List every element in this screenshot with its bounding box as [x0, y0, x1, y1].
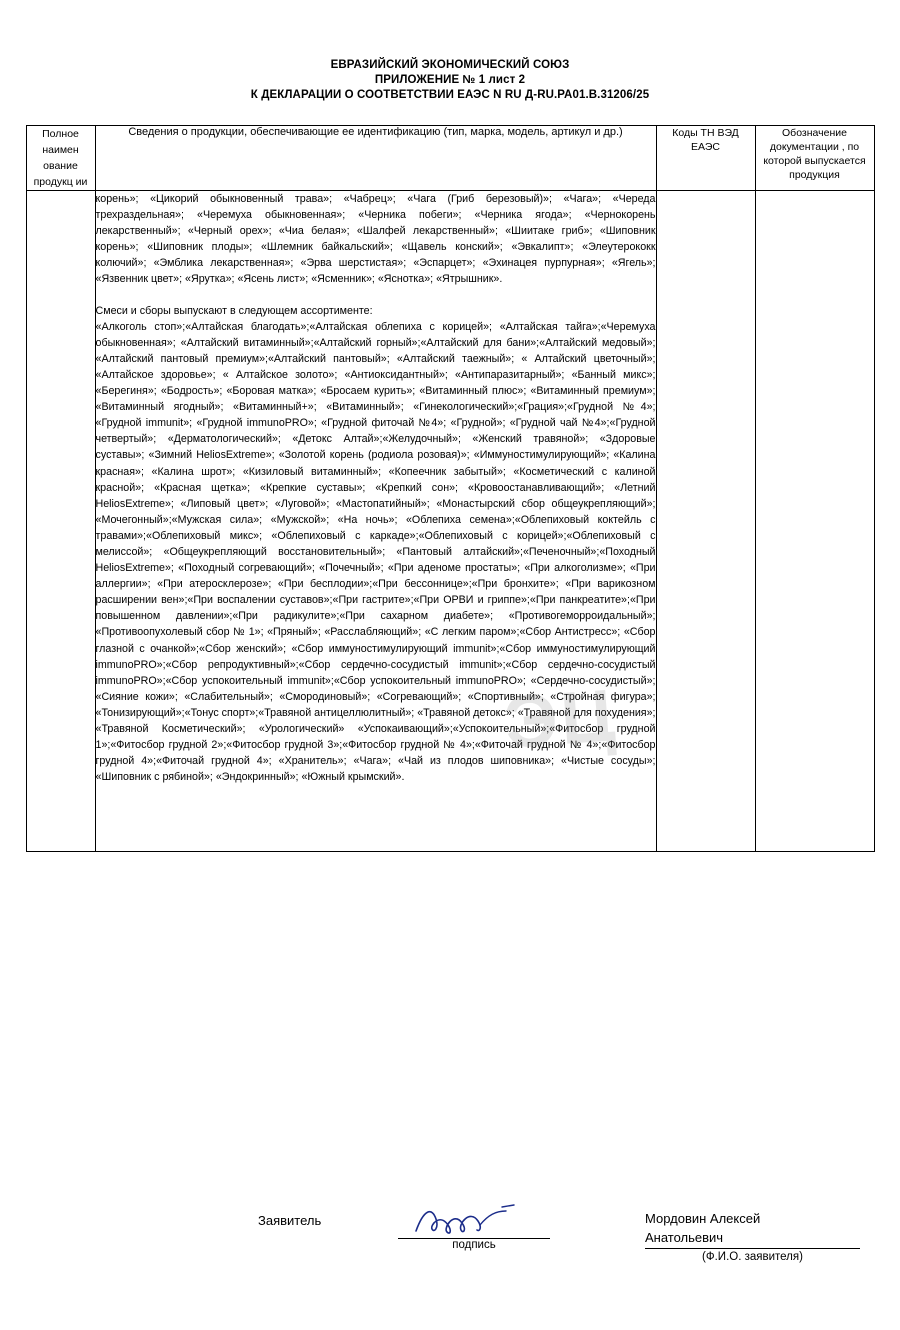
- info-paragraph-herbs: корень»; «Цикорий обыкновенный трава»; «Чабрец»; «Чага (Гриб березовый)»; «Чага»; «Череда трехраздельная»; «Черемуха обыкновенная»; «Черника побеги»; «Черника ягода»; «Чернокорень лекарственный»; «Черный орех»; «Чиа белая»; «Шалфей лекарственный»; «Шиитаке гриб»; «Шиповник корень»; «Шиповник плоды»; «Шлемник байкальский»; «Щавель конский»; «Эвкалипт»; «Элеутерококк колючий»; «Эмблика лекарственная»; «Эрва шерстистая»; «Эспарцет»; «Эхинацея пурпурная»; «Ягель»; «Язвенник цвет»; «Ярутка»; «Ясень лист»; «Ясменник»; «Яснотка»; «Ятрышник».: [95, 193, 656, 286]
- column-header-product-info: Сведения о продукции, обеспечивающие ее идентификацию (тип, марка, модель, артикул и др.): [95, 126, 656, 191]
- table-header-row: [26, 126, 874, 191]
- column-header-tn-ved: Коды ТН ВЭД ЕАЭС: [656, 126, 755, 191]
- applicant-label: Заявитель: [258, 1213, 322, 1228]
- product-table: [26, 125, 875, 852]
- column-header-documentation: Обозначение документации , по которой выпускается продукция: [755, 126, 874, 191]
- applicant-name-caption: (Ф.И.О. заявителя): [702, 1251, 803, 1263]
- header-line-union: ЕВРАЗИЙСКИЙ ЭКОНОМИЧЕСКИЙ СОЮЗ: [330, 59, 570, 71]
- applicant-name-first: Мордовин Алексей: [645, 1211, 761, 1226]
- cell-product-info: [95, 191, 656, 852]
- table-row: [26, 191, 874, 852]
- cell-product-name: [26, 191, 95, 852]
- applicant-name-rule: [645, 1248, 860, 1249]
- header-line-declaration: К ДЕКЛАРАЦИИ О СООТВЕТСТВИИ ЕАЭС N RU Д-RU.РА01.В.31206/25: [250, 89, 650, 101]
- handwritten-signature-icon: [410, 1199, 530, 1239]
- column-header-product-name: Полное наимен ование продукц ии: [26, 126, 95, 191]
- info-paragraph-mixes-list: «Алкоголь стоп»;«Алтайская благодать»;«Алтайская облепиха с корицей»; «Алтайская тайга»;«Черемуха обыкновенная»; «Алтайский витаминный»;«Алтайский горный»;«Алтайский для бани»;«Алтайский медовый»; «Алтайский пантовый премиум»;«Алтайский пантовый»; «Алтайский таежный»; « Алтайский цветочный»; «Алтайское здоровье»; « Алтайское золото»; «Антиоксидантный»; «Антипаразитарный»; «Банный микс»; «Берегиня»; «Бодрость»; «Боровая матка»; «Бросаем курить»; «Витаминный плюс»; «Витаминный премиум»; «Витаминный ягодный»; «Витаминный+»; «Витаминный»; «Гинекологический»;«Грация»;«Грудной №4»; «Грудной immunit»; «Грудной immunoPRO»; «Грудной фиточай №4»; «Грудной»; «Грудной чай №4»;«Грудной четвертый»; «Дерматологический»; «Детокс Алтай»;«Желудочный»; «Женский травяной»; «Здоровые суставы»; «Зимний HeliosExtreme»; «Золотой корень (родиола розовая)»; «Иммуностимулирующий»; «Калина красная»; «Калина шрот»; «Кизиловый витаминный»; «Копеечник забытый»; «Косметический с калиной красной»; «Красная щетка»; «Крепкие суставы»; «Крепкий сон»; «Кровоостанавливающий»; «Летний HeliosExtreme»; «Липовый цвет»; «Луговой»; «Мастопатийный»; «Монастырский сбор общеукрепляющий»; «Мочегонный»;«Мужская сила»; «Мужской»; «На ночь»; «Облепиха семена»;«Облепиховый коктейль с травами»;«Облепиховый микс»; «Облепиховый с каркаде»;«Облепиховый с корицей»;«Облепиховый с мелиссой»; «Общеукрепляющий восстановительный»; «Пантовый алтайский»;«Печеночный»;«Походный HeliosExtreme»; «Походный согревающий»; «Почечный»; «При аденоме простаты»; «При алкоголизме»; «При аллергии»; «При атеросклерозе»; «При бесплодии»;«При бессоннице»;«При бронхите»; «При варикозном расширении вен»;«При воспалении суставов»;«При гастрите»;«При ОРВИ и гриппе»;«При панкреатите»;«При повышенном давлении»;«При радикулите»;«При сахарном диабете»; «Противогеморроидальный»; «Противоопухолевый сбор № 1»; «Пряный»; «Расслабляющий»; «С легким паром»;«Сбор Антистресс»; «Сбор глазной с очанкой»;«Сбор женский»; «Сбор иммуностимулирующий immunit»;«Сбор иммуностимулирующий immunoPRO»;«Сбор репродуктивный»;«Сбор сердечно-сосудистый immunit»;«Сбор сердечно-сосудистый immunoPRO»;«Сбор успокоительный immunit»;«Сбор успокоительный immunoPRO»; «Сердечно-сосудистый»; «Сияние кожи»; «Слабительный»; «Смородиновый»; «Согревающий»; «Спортивный»; «Стройная фигура»; «Тонизирующий»;«Тонус спорт»;«Травяной антицеллюлитный»; «Травяной детокс»; «Травяной для похудения»; «Травяной Косметический»; «Урологический» «Успокаивающий»;«Успокоительный»;«Фитосбор грудной 1»;«Фитосбор грудной 2»;«Фитосбор грудной 3»;«Фитосбор грудной № 4»;«Фиточай грудной № 4»;«Фитосбор грудной 4»;«Фиточай грудной 4»; «Хранитель»; «Чага»; «Чай из плодов шиповника»; «Чистые сосуды»; «Шиповник с рябиной»; «Эндокринный»; «Южный крымский».: [95, 320, 656, 784]
- document-header: [0, 58, 900, 103]
- signature-block: [0, 1193, 900, 1293]
- applicant-name-block: [645, 1209, 860, 1263]
- signature-caption: подпись: [452, 1239, 496, 1251]
- cell-tn-ved: [656, 191, 755, 852]
- cell-documentation: [755, 191, 874, 852]
- watermark: ЭЦ: [502, 673, 621, 764]
- info-paragraph-mixes-intro: Смеси и сборы выпускают в следующем ассортименте:: [95, 304, 373, 317]
- document-page: [0, 58, 900, 1330]
- applicant-name-second: Анатольевич: [645, 1230, 724, 1245]
- header-line-appendix: ПРИЛОЖЕНИЕ № 1 лист 2: [374, 74, 526, 86]
